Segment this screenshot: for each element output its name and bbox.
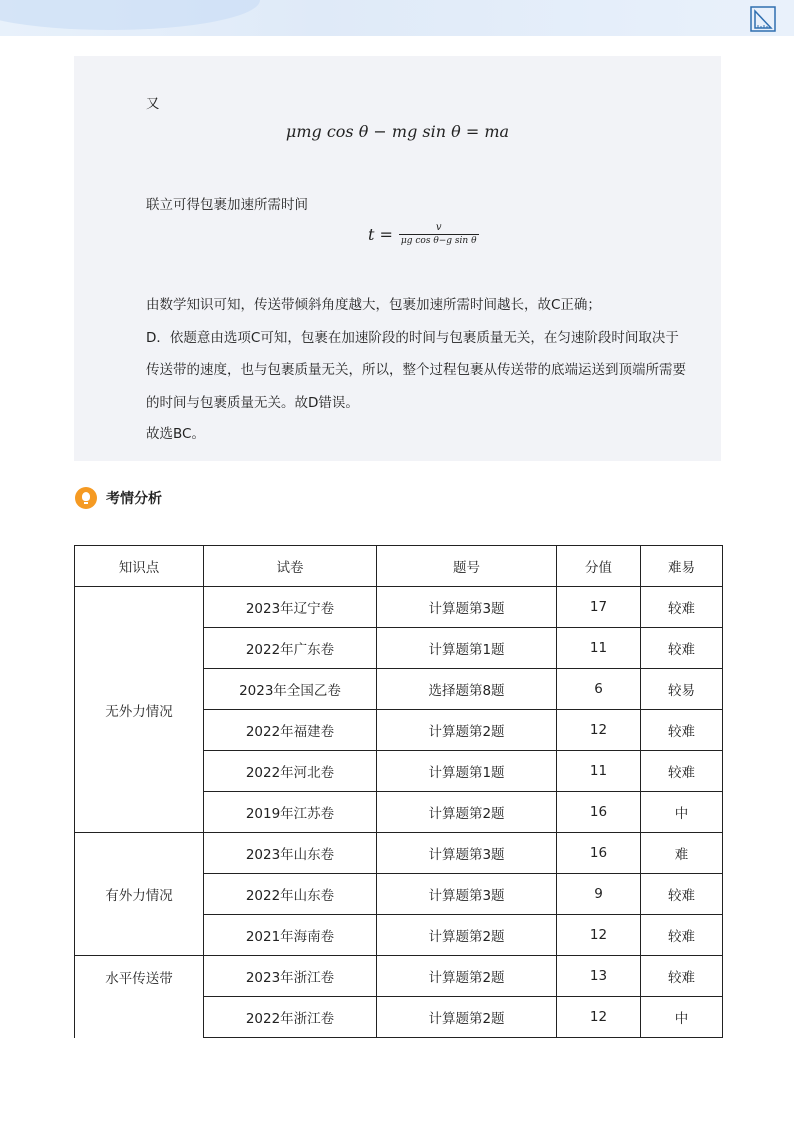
table-cell: 11	[557, 751, 641, 792]
table-cell: 9	[557, 874, 641, 915]
table-cell: 较难	[641, 874, 723, 915]
table-cell: 2023年浙江卷	[204, 956, 377, 997]
table-row	[75, 833, 723, 874]
table-cell: 17	[557, 587, 641, 628]
table-cell: 难	[641, 833, 723, 874]
table-cell: 2023年辽宁卷	[204, 587, 377, 628]
lightbulb-icon	[75, 487, 97, 509]
column-header: 知识点	[75, 546, 204, 587]
table-row	[75, 587, 723, 628]
table-cell: 16	[557, 833, 641, 874]
equation-time	[368, 222, 479, 247]
column-header: 难易	[641, 546, 723, 587]
topic-cell: 有外力情况	[75, 833, 204, 956]
table-cell: 计算题第2题	[377, 792, 557, 833]
table-cell: 2019年江苏卷	[204, 792, 377, 833]
table-cell: 计算题第2题	[377, 710, 557, 751]
table-cell: 较易	[641, 669, 723, 710]
table-cell: 16	[557, 792, 641, 833]
fraction	[399, 222, 479, 247]
table-cell: 计算题第2题	[377, 956, 557, 997]
table-cell: 计算题第3题	[377, 874, 557, 915]
table-row	[75, 956, 723, 997]
answer-line-lianli: 联立可得包裹加速所需时间	[146, 197, 308, 213]
section-title: 考情分析	[106, 491, 162, 507]
table-cell: 计算题第2题	[377, 997, 557, 1038]
table-cell: 2022年广东卷	[204, 628, 377, 669]
table-cell: 11	[557, 628, 641, 669]
equation-force: μmg cos θ − mg sin θ = ma	[285, 122, 510, 141]
table-cell: 计算题第2题	[377, 915, 557, 956]
table-cell: 2023年山东卷	[204, 833, 377, 874]
topic-cell: 水平传送带	[75, 956, 204, 1038]
answer-line-final: 故选BC。	[146, 426, 205, 442]
table-cell: 12	[557, 915, 641, 956]
answer-line-d1: D．依题意由选项C可知，包裹在加速阶段的时间与包裹质量无关，在匀速阶段时间取决于	[146, 330, 679, 346]
table-cell: 2023年全国乙卷	[204, 669, 377, 710]
column-header: 试卷	[204, 546, 377, 587]
table-cell: 中	[641, 997, 723, 1038]
table-cell: 13	[557, 956, 641, 997]
table-cell: 2021年海南卷	[204, 915, 377, 956]
table-cell: 较难	[641, 915, 723, 956]
table-cell: 12	[557, 997, 641, 1038]
banner-swoosh	[0, 0, 260, 30]
section-header	[75, 487, 162, 509]
table-cell: 2022年河北卷	[204, 751, 377, 792]
table-cell: 较难	[641, 587, 723, 628]
fraction-numerator: v	[435, 222, 442, 233]
table-cell: 较难	[641, 628, 723, 669]
answer-line-c: 由数学知识可知，传送带倾斜角度越大，包裹加速所需时间越长，故C正确；	[146, 297, 601, 313]
table-cell: 中	[641, 792, 723, 833]
equation-time-lhs: t =	[368, 225, 393, 244]
column-header: 分值	[557, 546, 641, 587]
table-cell: 2022年山东卷	[204, 874, 377, 915]
table-cell: 6	[557, 669, 641, 710]
table-cell: 较难	[641, 956, 723, 997]
fraction-denominator: μg cos θ−g sin θ	[400, 236, 477, 246]
table-cell: 较难	[641, 751, 723, 792]
exam-analysis-table	[74, 545, 723, 1038]
table-cell: 计算题第1题	[377, 628, 557, 669]
ruler-triangle-logo-icon	[750, 6, 776, 32]
answer-box	[74, 56, 721, 461]
top-banner	[0, 0, 794, 36]
table-header-row	[75, 546, 723, 587]
table-cell: 2022年浙江卷	[204, 997, 377, 1038]
table-cell: 12	[557, 710, 641, 751]
table-cell: 计算题第3题	[377, 833, 557, 874]
table-cell: 较难	[641, 710, 723, 751]
table-cell: 选择题第8题	[377, 669, 557, 710]
answer-line-d2: 传送带的速度，也与包裹质量无关，所以，整个过程包裹从传送带的底端运送到顶端所需要	[146, 362, 686, 378]
table-cell: 计算题第3题	[377, 587, 557, 628]
answer-line-you: 又	[146, 96, 160, 112]
answer-line-d3: 的时间与包裹质量无关。故D错误。	[146, 395, 359, 411]
table-cell: 2022年福建卷	[204, 710, 377, 751]
column-header: 题号	[377, 546, 557, 587]
topic-cell: 无外力情况	[75, 587, 204, 833]
table-cell: 计算题第1题	[377, 751, 557, 792]
